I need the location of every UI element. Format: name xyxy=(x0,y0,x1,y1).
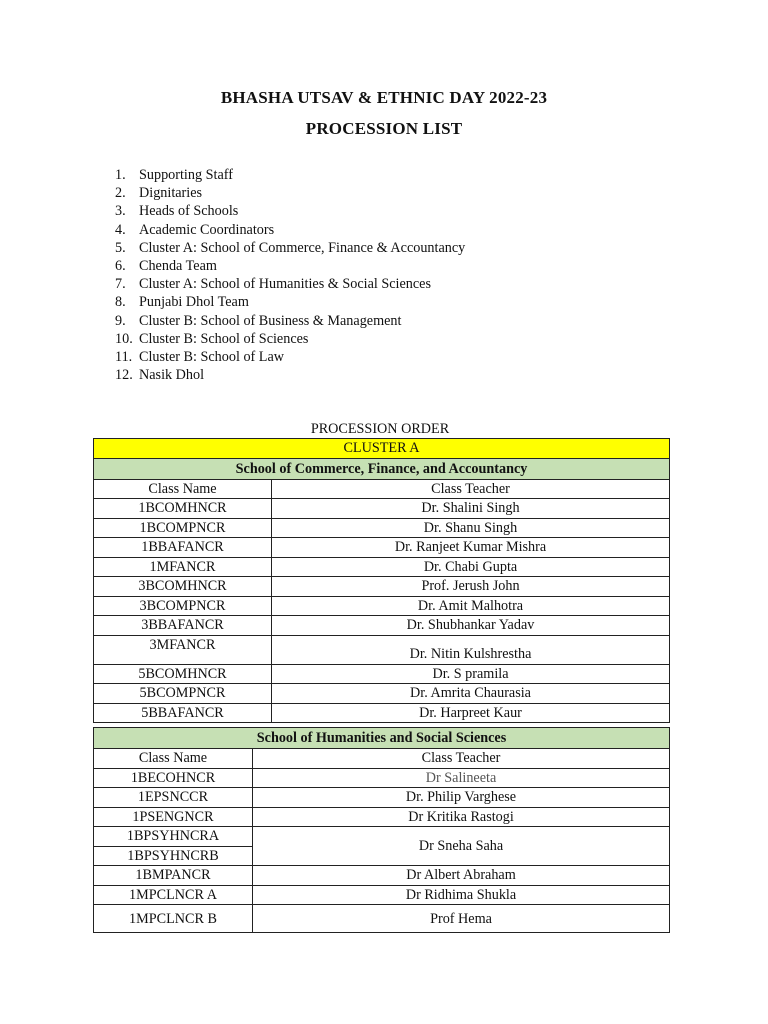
humanities-table xyxy=(93,727,670,933)
list-item xyxy=(115,221,465,239)
class-cell: 5BCOMHNCR xyxy=(94,664,272,684)
table-row xyxy=(94,885,670,905)
teacher-cell: Dr. Amrita Chaurasia xyxy=(272,684,670,704)
column-header-class: Class Name xyxy=(94,749,253,769)
list-item xyxy=(115,366,465,384)
list-text: Cluster B: School of Law xyxy=(139,349,285,366)
list-item xyxy=(115,275,465,293)
list-number: 6. xyxy=(115,258,126,275)
class-cell: 1BMPANCR xyxy=(94,866,253,886)
list-number: 12. xyxy=(115,367,133,384)
table-row xyxy=(94,684,670,704)
class-cell: 1MPCLNCR B xyxy=(94,905,253,933)
table-row xyxy=(94,635,670,664)
class-cell: 1EPSNCCR xyxy=(94,788,253,808)
procession-list xyxy=(115,166,465,384)
teacher-cell: Prof. Jerush John xyxy=(272,577,670,597)
class-cell: 1BPSYHNCRA xyxy=(94,827,253,847)
list-number: 4. xyxy=(115,221,126,238)
teacher-cell: Dr. Harpreet Kaur xyxy=(272,703,670,723)
class-cell: 5BCOMPNCR xyxy=(94,684,272,704)
list-item xyxy=(115,293,465,311)
list-number: 9. xyxy=(115,312,126,329)
list-number: 2. xyxy=(115,185,126,202)
class-cell: 1MFANCR xyxy=(94,557,272,577)
list-text: Supporting Staff xyxy=(139,167,233,183)
table-row xyxy=(94,788,670,808)
list-text: Nasik Dhol xyxy=(139,367,205,384)
cluster-header: CLUSTER A xyxy=(94,439,670,459)
list-text: Punjabi Dhol Team xyxy=(139,294,249,311)
class-cell: 3BCOMPNCR xyxy=(94,596,272,616)
list-number: 8. xyxy=(115,294,126,311)
procession-order-label: PROCESSION ORDER xyxy=(310,421,450,437)
table-row xyxy=(94,827,670,847)
list-item xyxy=(115,330,465,348)
column-header-teacher: Class Teacher xyxy=(253,749,670,769)
list-text: Cluster A: School of Humanities & Social Sciences xyxy=(139,276,431,293)
commerce-table xyxy=(93,438,670,723)
list-text: Cluster B: School of Business & Management xyxy=(139,312,402,329)
teacher-cell: Dr. Shalini Singh xyxy=(272,499,670,519)
class-cell: 3MFANCR xyxy=(94,635,272,664)
document-title: BHASHA UTSAV & ETHNIC DAY 2022-23 xyxy=(220,88,548,107)
table-row xyxy=(94,664,670,684)
teacher-cell: Dr. S pramila xyxy=(272,664,670,684)
list-text: Chenda Team xyxy=(139,258,217,275)
class-cell: 5BBAFANCR xyxy=(94,703,272,723)
table-row xyxy=(94,866,670,886)
table-header-row xyxy=(94,479,670,499)
table-row xyxy=(94,557,670,577)
teacher-cell: Dr. Ranjeet Kumar Mishra xyxy=(272,538,670,558)
teacher-cell: Dr Kritika Rastogi xyxy=(253,807,670,827)
teacher-cell: Dr Salineeta xyxy=(253,768,670,788)
column-header-teacher: Class Teacher xyxy=(272,479,670,499)
teacher-cell: Dr. Shanu Singh xyxy=(272,518,670,538)
list-text: Heads of Schools xyxy=(139,203,239,220)
class-cell: 1BCOMHNCR xyxy=(94,499,272,519)
list-number: 1. xyxy=(115,167,126,183)
table-row xyxy=(94,518,670,538)
table-row xyxy=(94,596,670,616)
teacher-cell: Dr Albert Abraham xyxy=(253,866,670,886)
list-item xyxy=(115,312,465,330)
table-row xyxy=(94,807,670,827)
list-item xyxy=(115,166,465,184)
list-item xyxy=(115,348,465,366)
teacher-cell: Dr. Chabi Gupta xyxy=(272,557,670,577)
list-item xyxy=(115,239,465,257)
class-cell: 1MPCLNCR A xyxy=(94,885,253,905)
teacher-cell: Dr. Nitin Kulshrestha xyxy=(272,635,670,664)
list-item xyxy=(115,184,465,202)
list-number: 10. xyxy=(115,330,133,347)
table-row xyxy=(94,616,670,636)
teacher-cell: Dr. Philip Varghese xyxy=(253,788,670,808)
list-item xyxy=(115,257,465,275)
table-row xyxy=(94,703,670,723)
table-row xyxy=(94,905,670,933)
class-cell: 1BBAFANCR xyxy=(94,538,272,558)
table-header-row xyxy=(94,749,670,769)
table-row xyxy=(94,499,670,519)
class-cell: 1BPSYHNCRB xyxy=(94,846,253,866)
class-cell: 3BCOMHNCR xyxy=(94,577,272,597)
table-row xyxy=(94,538,670,558)
class-cell: 1BCOMPNCR xyxy=(94,518,272,538)
column-header-class: Class Name xyxy=(94,479,272,499)
teacher-cell: Dr. Amit Malhotra xyxy=(272,596,670,616)
document-subtitle: PROCESSION LIST xyxy=(305,119,463,138)
school-header: School of Humanities and Social Sciences xyxy=(94,728,670,749)
list-number: 11. xyxy=(115,349,133,366)
list-text: Dignitaries xyxy=(139,185,203,202)
list-text: Cluster B: School of Sciences xyxy=(139,330,309,347)
teacher-cell: Prof Hema xyxy=(253,905,670,933)
class-cell: 1BECOHNCR xyxy=(94,768,253,788)
list-text: Cluster A: School of Commerce, Finance & Accountancy xyxy=(139,239,466,256)
list-item xyxy=(115,202,465,220)
list-number: 3. xyxy=(115,203,126,220)
class-cell: 3BBAFANCR xyxy=(94,616,272,636)
list-number: 7. xyxy=(115,276,126,293)
teacher-cell: Dr Sneha Saha xyxy=(253,827,670,866)
teacher-cell: Dr Ridhima Shukla xyxy=(253,885,670,905)
class-cell: 1PSENGNCR xyxy=(94,807,253,827)
teacher-cell: Dr. Shubhankar Yadav xyxy=(272,616,670,636)
list-number: 5. xyxy=(115,239,126,256)
table-row xyxy=(94,768,670,788)
school-header: School of Commerce, Finance, and Accountancy xyxy=(94,458,670,479)
list-text: Academic Coordinators xyxy=(139,221,275,238)
table-row xyxy=(94,577,670,597)
